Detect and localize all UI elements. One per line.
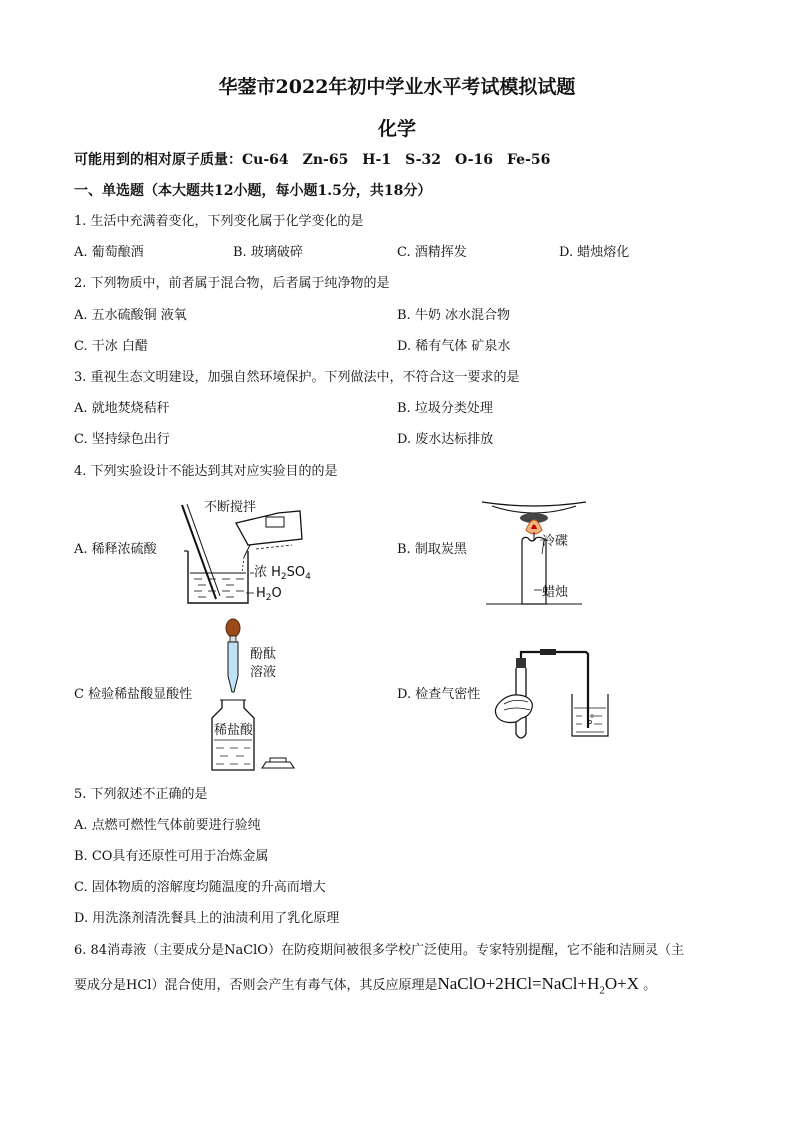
figure-carbon-black [478,496,598,608]
q5-option-d: D. 用洗涤剂清洗餐具上的油渍利用了乳化原理 [74,911,340,926]
q1-option-a: A. 葡萄酿酒 [74,245,144,260]
q4-option-d: D. 检查气密性 [397,687,481,702]
q3-option-b: B. 垃圾分类处理 [397,401,493,416]
indicator-label-1: 酚酞 [250,647,277,662]
dropper-tube [228,642,238,692]
q1-option-b: B. 玻璃破碎 [233,245,303,260]
question-4-stem: 4. 下列实验设计不能达到其对应实验目的的是 [74,464,338,479]
acid-bottle [236,511,302,545]
q6-text: 要成分是HCl）混合使用，否则会产生有毒气体，其反应原理是 [74,978,438,993]
q2-option-d: D. 稀有气体 矿泉水 [397,339,511,354]
delivery-tube [521,652,588,728]
q6-end: 。 [643,978,657,993]
q2-option-b: B. 牛奶 冰水混合物 [397,308,510,323]
indicator-label-2: 溶液 [250,665,277,680]
q5-option-b: B. CO具有还原性可用于冶炼金属 [74,849,269,864]
figure-dilute-acid [170,495,320,610]
atomic-masses: 可能用到的相对原子质量：Cu-64 Zn-65 H-1 S-32 O-16 Fe-56 [74,152,551,168]
page-title: 华蓥市2022年初中学业水平考试模拟试题 [218,76,576,98]
question-5-stem: 5. 下列叙述不正确的是 [74,787,208,802]
question-1-stem: 1. 生活中充满着变化，下列变化属于化学变化的是 [74,214,364,229]
subject-title: 化学 [377,118,416,140]
cold-dish-label: 冷碟 [542,534,569,549]
q1-option-d: D. 蜡烛熔化 [559,245,630,260]
bottle-label [266,517,284,527]
q2-option-c: C. 干冰 白醋 [74,339,148,354]
question-6-line-2 [74,976,656,998]
dropper-bulb [226,619,240,637]
bottle-label-c: 稀盐酸 [214,723,254,738]
glass-rod-edge [187,504,220,596]
acid-label: 浓 $H_2SO_4$ [254,565,311,582]
cold-dish [482,502,586,506]
q5-option-c: C. 固体物质的溶解度均随温度的升高而增大 [74,880,326,895]
candle-label: 蜡烛 [542,585,569,600]
section-heading: 一、单选题（本大题共12小题，每小题1.5分，共18分） [74,183,432,199]
figure-airtightness [476,648,616,744]
beaker-d [572,694,608,736]
question-6-line-1: 6. 84消毒液（主要成分是NaClO）在防疫期间被很多学校广泛使用。专家特别提醒，它不能和洁厕灵（主 [74,943,684,958]
rubber-stopper [516,658,526,668]
stopper [262,762,294,768]
figure-phenolphthalein [206,618,316,776]
q3-option-c: C. 坚持绿色出行 [74,432,170,447]
rubber-tube [540,649,556,655]
beaker [188,551,248,603]
q4-option-c: C 检验稀盐酸显酸性 [74,687,193,702]
stir-label: 不断搅拌 [204,500,257,515]
q2-option-a: A. 五水硫酸铜 液氧 [74,308,187,323]
hand [495,695,532,723]
reaction-equation: $NaClO+2HCl=NaCl+H_2O+X$ [437,974,640,997]
question-3-stem: 3. 重视生态文明建设，加强自然环境保护。下列做法中，不符合这一要求的是 [74,370,520,385]
q3-option-d: D. 废水达标排放 [397,432,494,447]
q1-option-c: C. 酒精挥发 [397,245,467,260]
water-label: $H_2O$ [256,586,282,603]
q5-option-a: A. 点燃可燃性气体前要进行验纯 [74,818,261,833]
question-2-stem: 2. 下列物质中，前者属于混合物，后者属于纯净物的是 [74,276,390,291]
q3-option-a: A. 就地焚烧秸秆 [74,401,170,416]
q4-option-a: A. 稀释浓硫酸 [74,542,157,557]
q4-option-b: B. 制取炭黑 [397,542,467,557]
